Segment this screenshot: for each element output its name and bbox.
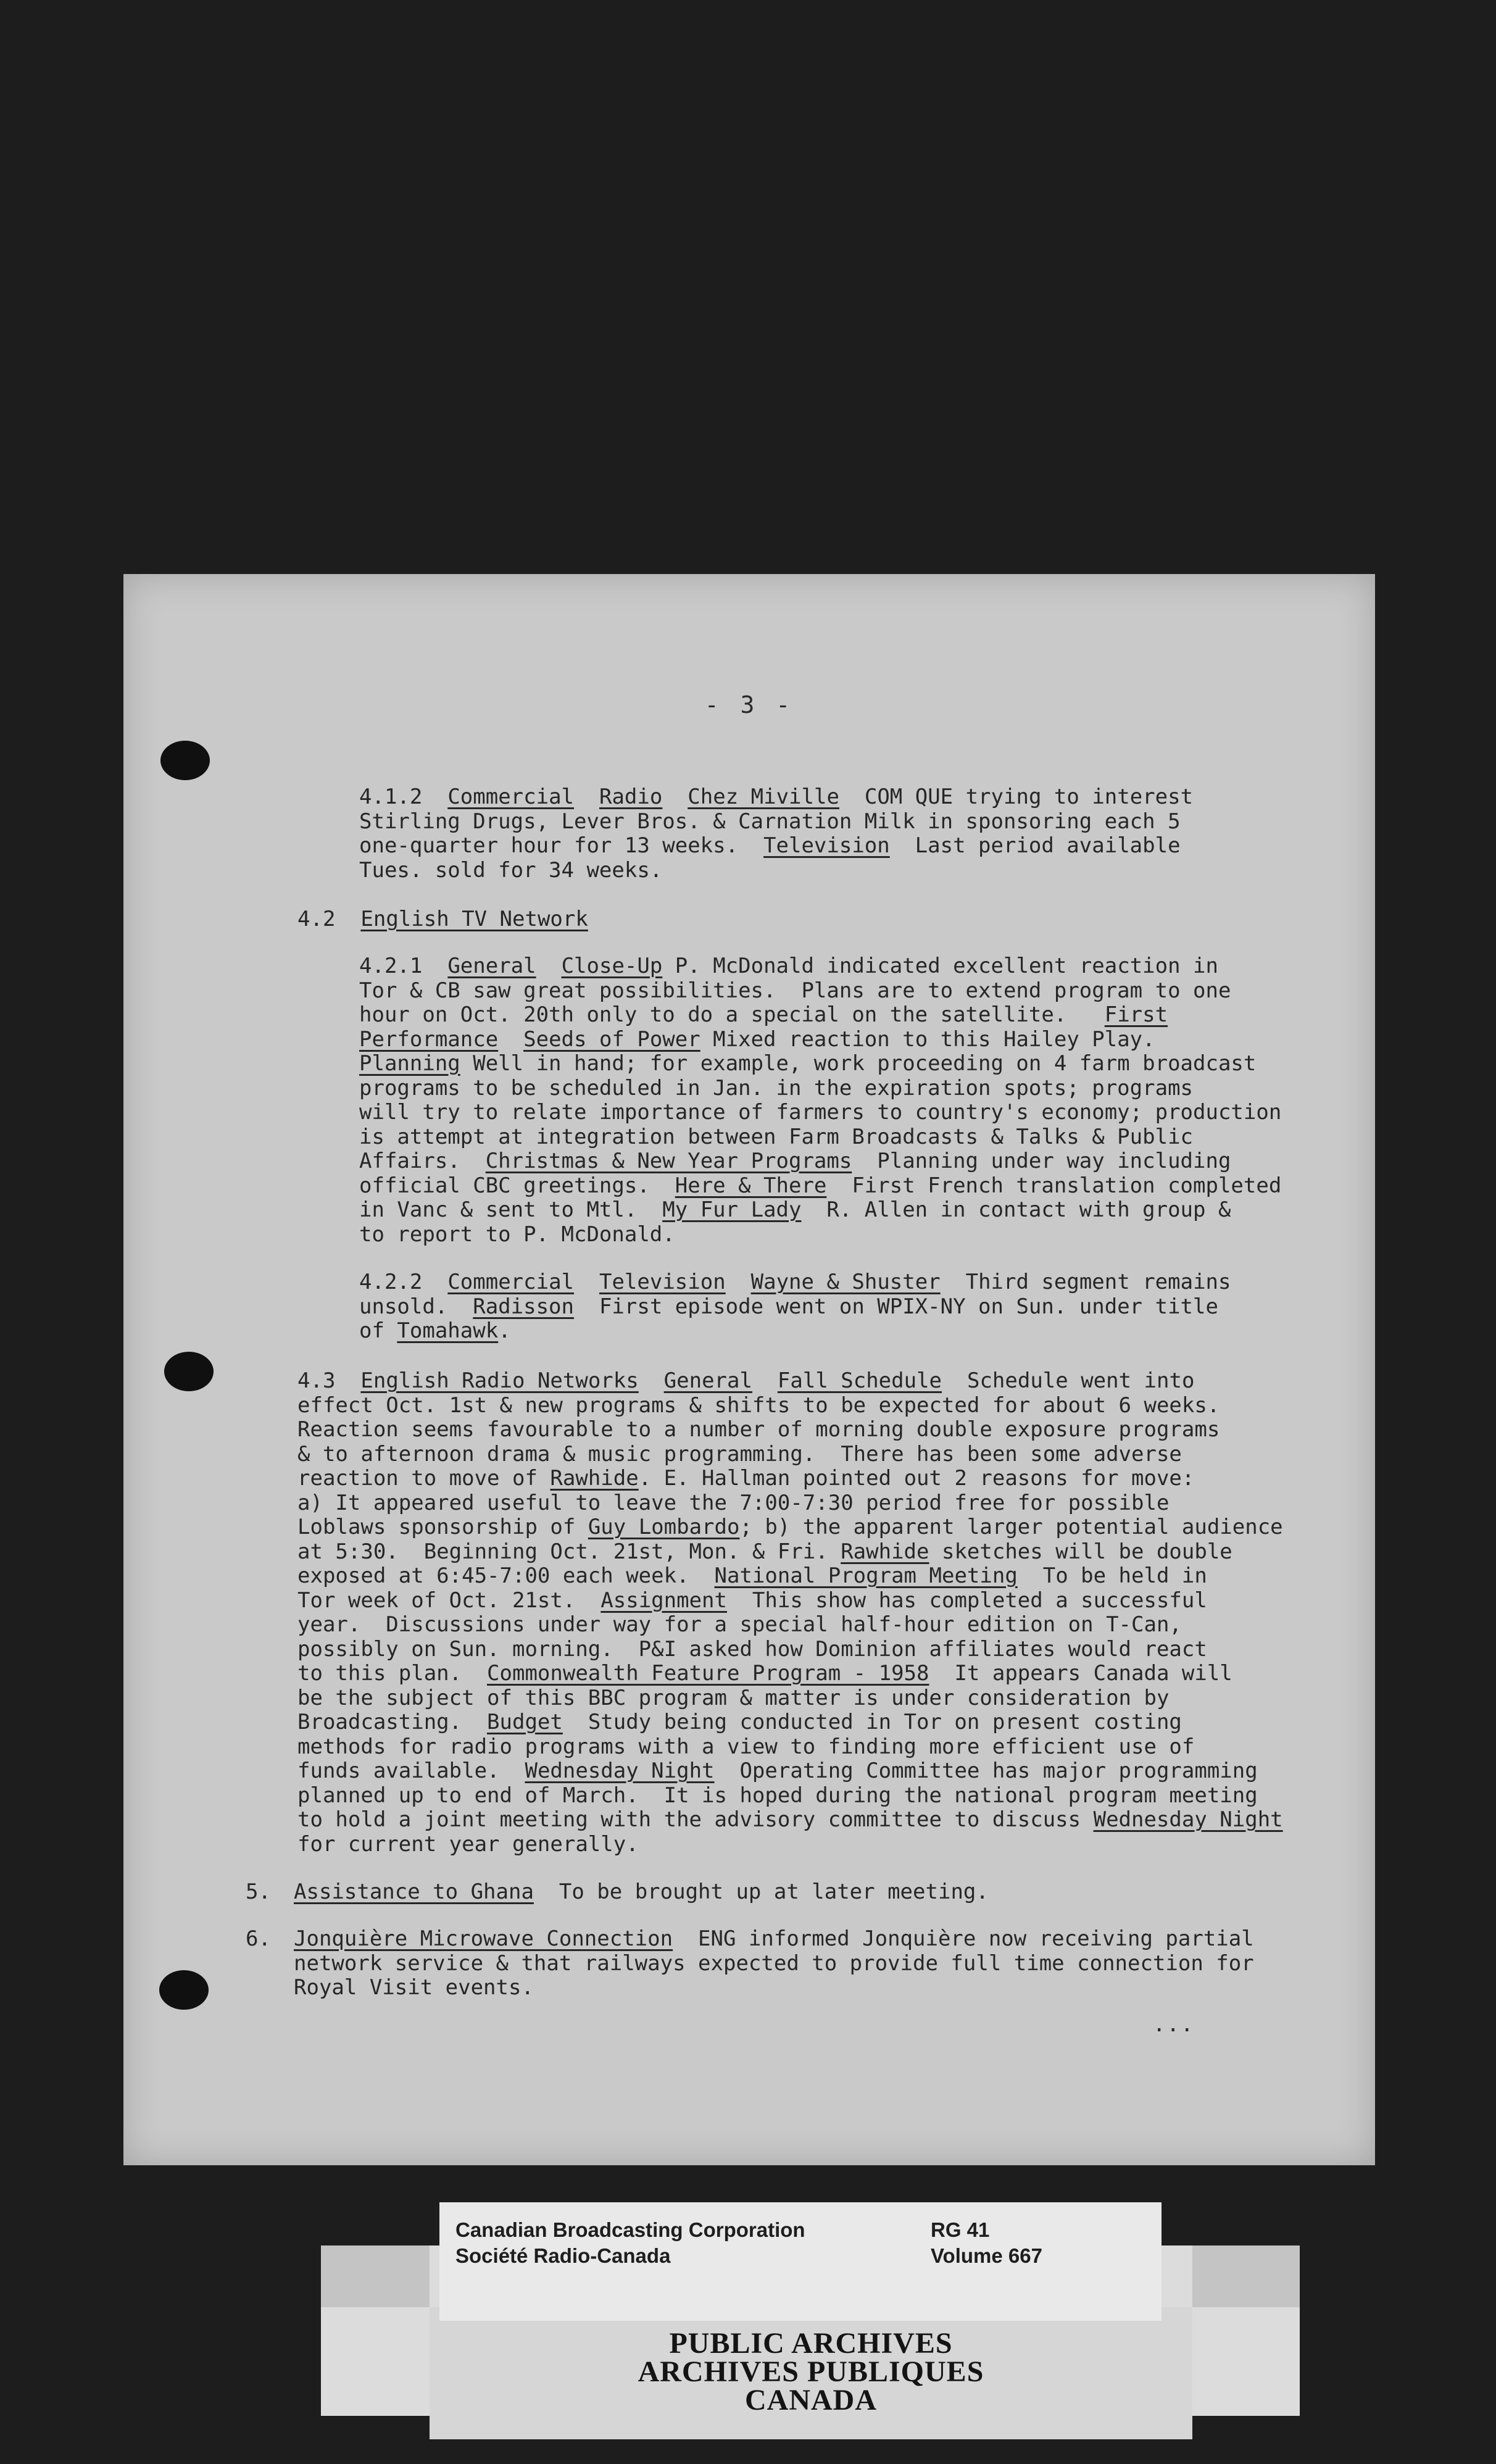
- section-number: 4.2.1: [359, 954, 423, 978]
- section-4-2: [297, 907, 588, 932]
- heading-english-tv-network: English TV Network: [360, 907, 588, 931]
- heading-rawhide: Rawhide: [550, 1466, 639, 1491]
- heading-planning: Planning: [359, 1051, 460, 1076]
- heading-budget: Budget: [487, 1710, 563, 1734]
- heading-tomahawk: Tomahawk: [397, 1318, 499, 1343]
- heading-wednesday-night-2: Wednesday Night: [1093, 1807, 1283, 1832]
- heading-jonquiere-microwave: Jonquière Microwave Connection: [294, 1926, 673, 1951]
- section-number: 4.3: [297, 1368, 336, 1393]
- heading-assistance-to-ghana: Assistance to Ghana: [294, 1879, 534, 1904]
- stamp-line-1: PUBLIC ARCHIVES: [669, 2327, 953, 2360]
- heading-radisson: Radisson: [473, 1294, 574, 1319]
- heading-commercial: Commercial: [447, 785, 575, 809]
- heading-wayne-shuster: Wayne & Shuster: [750, 1270, 941, 1294]
- organization-names: [455, 2217, 805, 2269]
- section-number: 4.1.2: [359, 785, 423, 809]
- section-number: 4.2: [297, 907, 336, 931]
- org-name-en: Canadian Broadcasting Corporation: [455, 2218, 805, 2241]
- heading-performance: Performance: [359, 1026, 499, 1052]
- section-4-2-1: 4.2.1 General Close-Up P. McDonald indicated excellent reaction in Tor & CB saw great possibilities. Plans are to extend program to one hour on Oct. 20th only to do a special on the satellite. First Performance Seeds of Power Mixed reaction to this Hailey Play. Planning Well in hand; for example, work proceeding on 4 farm broadcast programs to be scheduled in Jan. in the expiration spots; programs will try to relate importance of farmers to country's economy; production is attempt at integration between Farm Broadcasts & Talks & Public Affairs. Christmas & New Year Programs Planning under way including official CBC greetings. Here & There First French translation completed in Vanc & sent to Mtl. My Fur Lady R. Allen in contact with group & to report to P. McDonald.: [359, 954, 1282, 1247]
- stamp-tab-left: [321, 2245, 430, 2307]
- section-6: Jonquière Microwave Connection ENG informed Jonquière now receiving partial network service & that railways expected to provide full time connection for Royal Visit events.: [294, 1926, 1254, 2000]
- heading-english-radio-networks: English Radio Networks: [360, 1368, 639, 1393]
- continuation-marker: ...: [1153, 2012, 1195, 2037]
- heading-general: General: [663, 1368, 752, 1393]
- heading-national-program-meeting: National Program Meeting: [714, 1563, 1018, 1588]
- document-page: [123, 574, 1375, 2165]
- heading-chez-miville: Chez Miville: [688, 785, 839, 809]
- heading-radio: Radio: [599, 785, 663, 809]
- stamp-line-3: CANADA: [745, 2384, 877, 2416]
- section-number-5: 5.: [246, 1879, 271, 1904]
- punch-hole-top: [160, 741, 210, 780]
- section-5: Assistance to Ghana To be brought up at later meeting.: [294, 1879, 989, 1904]
- punch-hole-middle: [164, 1352, 214, 1391]
- record-reference: [931, 2217, 1042, 2269]
- archive-stamp: [430, 2307, 1192, 2439]
- archive-reference-label: [439, 2202, 1161, 2321]
- volume-number: Volume 667: [931, 2244, 1042, 2267]
- heading-fall-schedule: Fall Schedule: [777, 1368, 942, 1393]
- section-4-2-2: 4.2.2 Commercial Television Wayne & Shuster Third segment remains unsold. Radisson First episode went on WPIX-NY on Sun. under title of Tomahawk.: [359, 1270, 1231, 1343]
- heading-here-and-there: Here & There: [675, 1173, 827, 1198]
- section-4-1-2: 4.1.2 Commercial Radio Chez Miville COM QUE trying to interest Stirling Drugs, Lever Bros. & Carnation Milk in sponsoring each 5 one-quarter hour for 13 weeks. Television Last period available Tues. sold for 34 weeks.: [359, 785, 1194, 883]
- heading-television: Television: [599, 1270, 726, 1294]
- heading-my-fur-lady: My Fur Lady: [662, 1197, 802, 1222]
- record-group: RG 41: [931, 2218, 990, 2241]
- stamp-line-2: ARCHIVES PUBLIQUES: [638, 2355, 984, 2388]
- heading-guy-lombardo: Guy Lombardo: [588, 1515, 740, 1539]
- heading-close-up: Close-Up: [561, 954, 663, 978]
- page-number: - 3 -: [704, 691, 794, 718]
- stamp-tab-right: [1192, 2245, 1300, 2307]
- section-number: 4.2.2: [359, 1270, 423, 1294]
- heading-assignment: Assignment: [600, 1588, 727, 1613]
- section-4-3: 4.3 English Radio Networks General Fall Schedule Schedule went into effect Oct. 1st & new programs & shifts to be expected for about 6 weeks. Reaction seems favourable to a number of morning double exposure programs & to afternoon drama & music programming. There has been some adverse reaction to move of Rawhide. E. Hallman pointed out 2 reasons for move: a) It appeared useful to leave the 7:00-7:30 period free for possible Loblaws sponsorship of Guy Lombardo; b) the apparent larger potential audience at 5:30. Beginning Oct. 21st, Mon. & Fri. Rawhide sketches will be double exposed at 6:45-7:00 each week. National Program Meeting To be held in Tor week of Oct. 21st. Assignment This show has completed a successful year. Discussions under way for a special half-hour edition on T-Can, possibly on Sun. morning. P&I asked how Dominion affiliates would react to this plan. Commonwealth Feature Program - 1958 It appears Canada will be the subject of this BBC program & matter is under consideration by Broadcasting. Budget Study being conducted in Tor on present costing methods for radio programs with a view to finding more efficient use of funds available. Wednesday Night Operating Committee has major programming planned up to end of March. It is hoped during the national program meeting to hold a joint meeting with the advisory committee to discuss Wednesday Night for current year generally.: [297, 1368, 1283, 1857]
- heading-television: Television: [763, 833, 890, 858]
- heading-christmas-new-year: Christmas & New Year Programs: [485, 1149, 852, 1173]
- heading-rawhide-2: Rawhide: [841, 1539, 929, 1564]
- heading-first: First: [1104, 1002, 1168, 1027]
- punch-hole-bottom: [159, 1970, 209, 2010]
- section-number-6: 6.: [246, 1926, 271, 1951]
- heading-wednesday-night: Wednesday Night: [525, 1759, 715, 1783]
- org-name-fr: Société Radio-Canada: [455, 2244, 671, 2267]
- heading-general: General: [447, 954, 536, 978]
- heading-seeds-of-power: Seeds of Power: [523, 1026, 700, 1052]
- heading-commonwealth-feature: Commonwealth Feature Program - 1958: [487, 1661, 929, 1686]
- heading-commercial: Commercial: [447, 1270, 575, 1294]
